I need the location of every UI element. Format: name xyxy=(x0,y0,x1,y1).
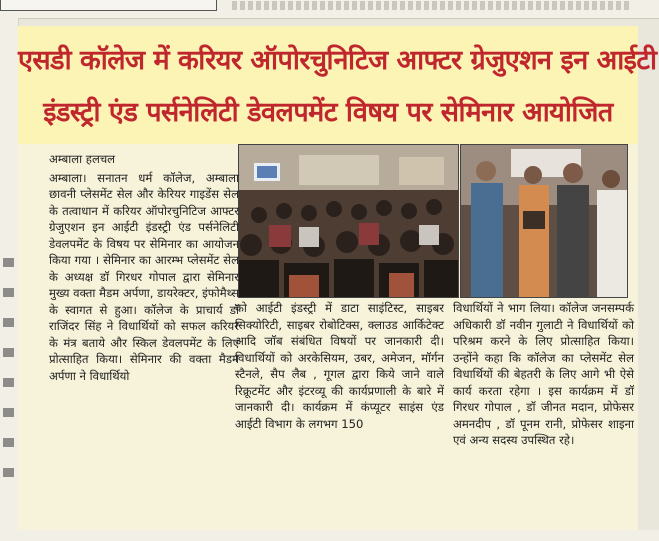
text-fragment xyxy=(3,468,14,477)
news-article xyxy=(18,26,657,530)
byline: अम्बाला हलचल xyxy=(49,152,116,166)
adjacent-article-strip xyxy=(0,0,659,19)
seminar-audience-photo xyxy=(238,144,459,298)
text-fragment xyxy=(3,348,14,357)
text-fragment xyxy=(3,258,14,267)
adjacent-column-strip xyxy=(0,18,19,541)
text-fragment xyxy=(3,318,14,327)
bottom-page-strip xyxy=(18,530,659,541)
article-column-2: को आईटी इंडस्ट्री में डाटा साइंटिस्ट, साइबर सिक्योरिटी, साइबर रोबोटिक्स, क्लाउड आर्किटेक्ट आदि जॉब संबंधित विषयों पर जानकारी दी। विधार्थियों को अरकेसियम, उबर, अमेजन, मॉर्गन स्टैनले, सैप लैब , गूगल द्वारा किये जाने वाले रिक्रूटमेंट और इंटरव्यू की कार्यप्रणाली के बारे में जानकारी दी। कार्यक्रम में कंप्यूटर साइंस एंड आईटी विभाग के लगभग 150 xyxy=(235,301,444,431)
headline-line-1: एसडी कॉलेज में करियर ऑपोरचुनिटिज आफ्टर ग्रेजुएशन इन आईटी xyxy=(18,45,657,76)
headline-box xyxy=(18,26,657,144)
adjacent-faded-text xyxy=(232,1,632,10)
article-column-3: विधार्थियों ने भाग लिया। कॉलेज जनसम्पर्क अधिकारी डॉ नवीन गुलाटी ने विधार्थियों को परिश्रम करने के लिए प्रोत्साहित किया। उन्होंने कहा कि कॉलेज का प्लेसमेंट सेल विधार्थियों की बेहतरी के लिए आगे भी ऐसे कार्य करता रहेगा । इस कार्यक्रम में डॉ गिरधर गोपाल , डॉ जीनत मदान, प्रोफेसर अमनदीप , डॉ पूनम रानी, प्रोफेसर शाइना एवं अन्य सदस्य उपस्थित रहे। xyxy=(453,301,634,447)
text-fragment xyxy=(3,408,14,417)
article-column-1 xyxy=(49,151,239,384)
guests-memento-photo xyxy=(460,144,628,298)
guests-photo-image xyxy=(461,145,627,297)
text-fragment xyxy=(3,288,14,297)
headline-line-2: इंडस्ट्री एंड पर्सनेलिटी डेवलपमेंट विषय पर सेमिनार आयोजित xyxy=(43,97,613,128)
adjacent-box-border xyxy=(0,0,217,11)
text-fragment xyxy=(3,438,14,447)
column-1-text: अम्बाला। सनातन धर्म कॉलेज, अम्बाला छावनी प्लेसमेंट सेल और केरियर गाइडेंस सेल के तत्वाधान में करियर ऑपोरचुनिटिज आफ्टर ग्रेजुएशन इन आईटी इंडस्ट्री एंड पर्सनेलिटी डेवलपमेंट के विषय पर सेमिनार का आयोजन किया गया । सेमिनार का आरम्भ प्लेसमेंट सेल के अध्यक्ष डॉ गिरधर गोपाल द्वारा सेमिनार मुख्य वक्ता मैडम अर्पणा, डायरेक्टर, इंफोमैथ्स के स्वागत से हुआ। कॉलेज के प्राचार्य डॉ राजिंदर सिंह ने विधार्थियों को सफल करियर के मंत्र बताये और स्किल डेवलपमेंट के लिए प्रोत्साहित किया। सेमिनार की वक्ता मैडम अर्पणा ने विधार्थियो xyxy=(49,170,239,383)
audience-photo-image xyxy=(239,145,458,297)
text-fragment xyxy=(3,378,14,387)
